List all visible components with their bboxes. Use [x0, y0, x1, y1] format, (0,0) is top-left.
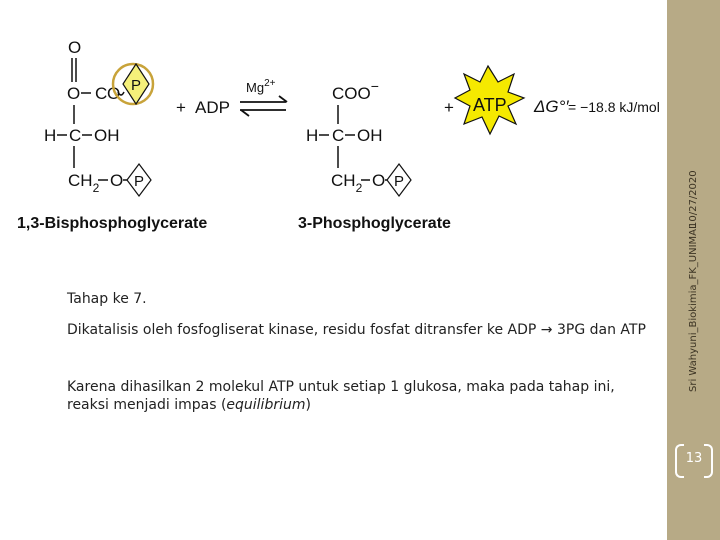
slide-date: 10/27/2020 [688, 170, 699, 228]
product-atp: ATP [473, 95, 507, 115]
reaction-diagram [0, 0, 667, 245]
equilibrium-arrow [240, 96, 287, 116]
molecule-2-name: 3-Phosphoglycerate [298, 215, 451, 232]
paragraph-2-italic: equilibrium [226, 397, 306, 413]
atom-c-mid: C [69, 126, 82, 145]
paragraph-2-end: ) [305, 397, 311, 413]
paragraph-2-main: Karena dihasilkan 2 molekul ATP untuk setiap 1 glukosa, maka pada tahap ini, reaksi menjadi impas ( [67, 379, 615, 413]
plus-sign-2: + [444, 98, 454, 117]
paragraph-1: Dikatalisis oleh fosfogliserat kinase, residu fosfat ditransfer ke ADP → 3PG dan ATP [67, 322, 646, 338]
atom-c-carbonyl: C [95, 84, 108, 103]
molecule-2 [306, 78, 411, 196]
atom-o-bottom: O [110, 171, 124, 190]
atom-phosphate-1: P [131, 77, 142, 94]
atom-h: H [306, 126, 319, 145]
molecule-1 [44, 38, 153, 196]
atom-c-mid: C [332, 126, 345, 145]
delta-g-label: ΔG°′ [534, 97, 569, 116]
atom-h: H [44, 126, 57, 145]
atom-phosphate: P [394, 173, 405, 190]
slide-author: Sri Wahyuni_Biokimia_FK_UNIMAL [688, 223, 699, 392]
atom-oh: OH [94, 126, 120, 145]
atom-o-ester: O [107, 84, 121, 103]
atom-ch2: $CH_2$ [331, 171, 363, 195]
plus-sign-1: + [176, 98, 186, 117]
molecule-1-name: 1,3-Bisphosphoglycerate [17, 215, 208, 232]
atom-o-top: O [68, 38, 82, 57]
delta-g-value: = −18.8 kJ/mol [568, 99, 660, 115]
catalyst-mg: $Mg^{2+}$ [246, 78, 276, 95]
atom-coo: COO− [332, 78, 379, 103]
page-number: 13 [685, 451, 703, 466]
reactant-adp: ADP [195, 98, 230, 117]
page-number-box [675, 444, 713, 478]
atom-o-left: O [67, 84, 81, 103]
atom-phosphate-2: P [134, 173, 145, 190]
step-title: Tahap ke 7. [67, 291, 147, 307]
atom-oh: OH [357, 126, 383, 145]
atom-o-bottom: O [372, 171, 386, 190]
atom-ch2: $CH_2$ [68, 171, 100, 195]
paragraph-2 [67, 378, 657, 414]
